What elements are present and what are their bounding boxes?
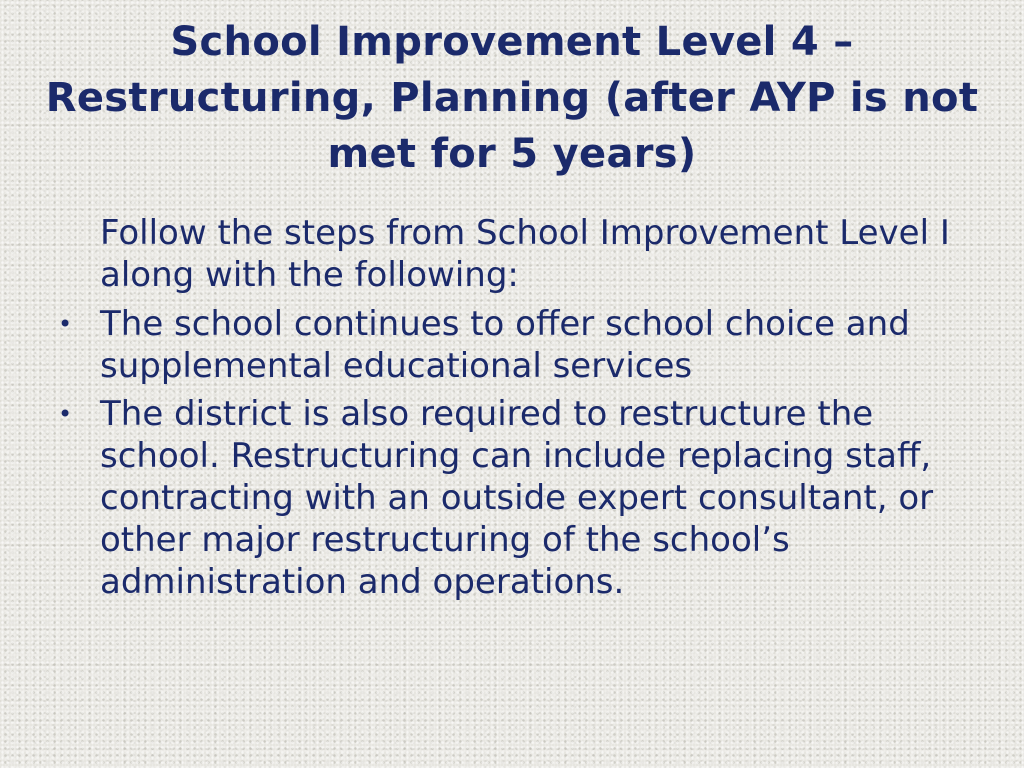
bullet-text: The district is also required to restructure the school. Restructuring can include replacing staff, contracting with an outside expert consultant, or other major restructuring of the school’s administration and operations. [100,394,934,602]
bullet-icon: • [58,310,73,338]
bullet-text: The school continues to offer school choice and supplemental educational services [100,304,910,386]
bullet-icon: • [58,400,73,428]
slide-body [56,212,956,609]
bullet-list [56,303,956,603]
bullet-item [56,393,956,603]
intro-paragraph: Follow the steps from School Improvement Level I along with the following: [100,213,950,295]
slide-title: School Improvement Level 4 – Restructuring, Planning (after AYP is not met for 5 years) [45,19,979,177]
bullet-item [56,303,956,387]
